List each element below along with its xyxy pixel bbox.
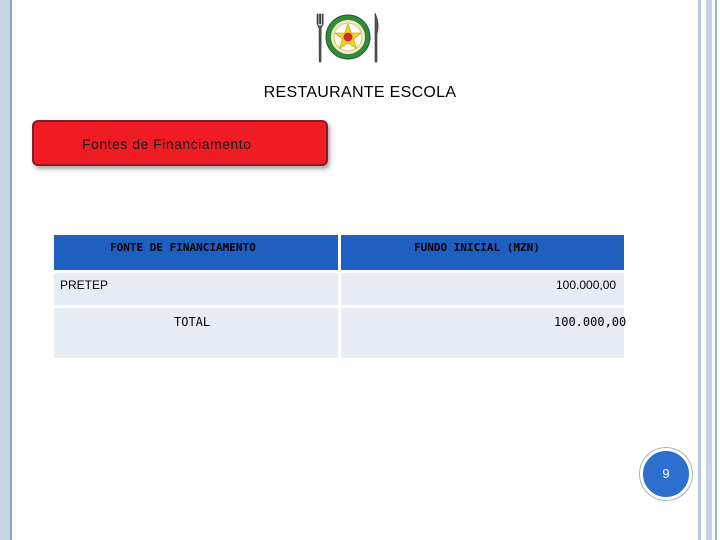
school-restaurant-emblem-icon [312, 10, 384, 66]
right-border-line-2 [706, 0, 712, 540]
row-fundo-pretep: 100.000,00 [556, 278, 617, 292]
row-fundo-total: 100.000,00 [554, 315, 627, 329]
slide-title: RESTAURANTE ESCOLA [263, 84, 457, 101]
left-border-line [10, 0, 12, 540]
page-number: 9 [662, 466, 670, 481]
right-border-band [698, 0, 720, 540]
header-fonte-label: FONTE DE FINANCIAMENTO [110, 241, 256, 254]
row-fonte-pretep: PRETEP [60, 278, 109, 292]
left-border-band [0, 0, 10, 540]
right-border-line-1 [698, 0, 701, 540]
right-border-line-3 [715, 0, 717, 540]
header-fundo [341, 235, 624, 270]
page-number-badge [640, 448, 692, 500]
section-label: Fontes de Financiamento [82, 136, 252, 152]
header-fundo-label: FUNDO INICIAL (MZN) [414, 241, 540, 254]
row-fonte-total: TOTAL [174, 315, 211, 329]
section-label-box [32, 120, 328, 166]
header-fonte [54, 235, 338, 270]
